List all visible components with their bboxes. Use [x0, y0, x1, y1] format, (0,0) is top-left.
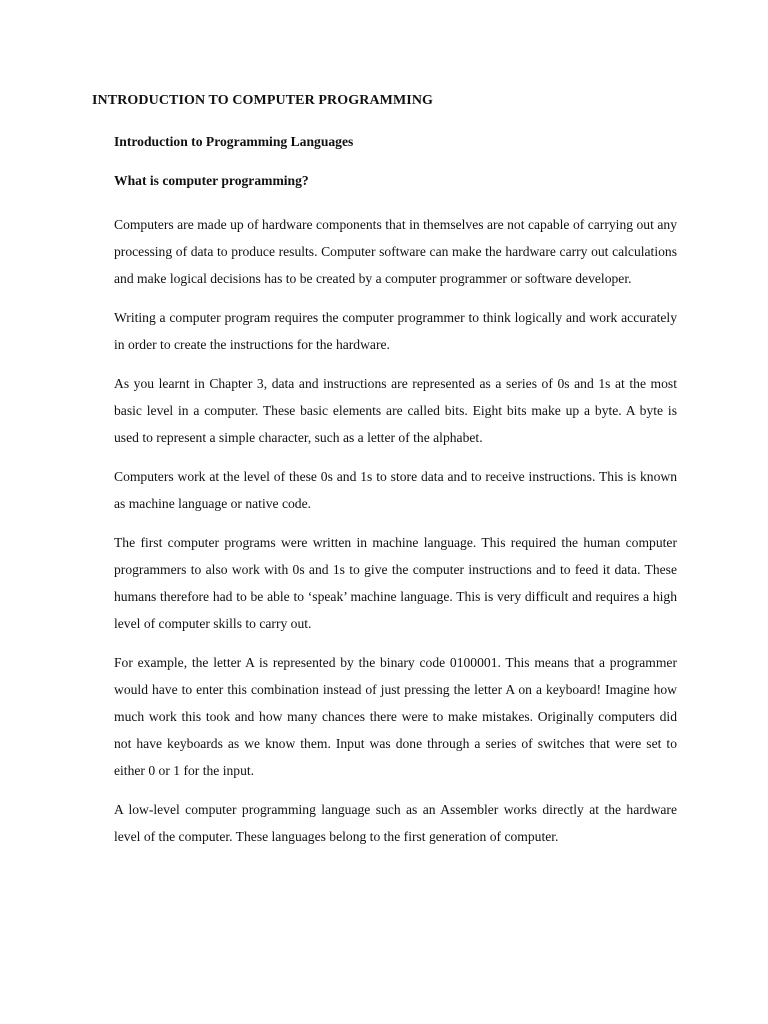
paragraph-3: As you learnt in Chapter 3, data and instructions are represented as a series of 0s and 1s at the most basic level in a computer. These basic elements are called bits. Eight bits make up a byte. A byte is used to represent a simple character, such as a letter of the alphabet.	[114, 376, 677, 445]
paragraph-4: Computers work at the level of these 0s and 1s to store data and to receive instructions. This is known as machine language or native code.	[114, 469, 677, 511]
paragraph-5: The first computer programs were written in machine language. This required the human computer programmers to also work with 0s and 1s to give the computer instructions and to feed it data. These humans therefore had to be able to ‘speak’ machine language. This is very difficult and requires a high level of computer skills to carry out.	[114, 535, 677, 631]
paragraph-2: Writing a computer program requires the computer programmer to think logically and work accurately in order to create the instructions for the hardware.	[114, 310, 677, 352]
paragraph-6: For example, the letter A is represented by the binary code 0100001. This means that a programmer would have to enter this combination instead of just pressing the letter A on a keyboard! Imagine how much work this took and how many chances there were to make mistakes. Originally computers did not have keyboards as we know them. Input was done through a series of switches that were set to either 0 or 1 for the input.	[114, 655, 677, 778]
paragraph-7: A low-level computer programming language such as an Assembler works directly at the hardware level of the computer. These languages belong to the first generation of computer.	[114, 802, 677, 844]
paragraph-1: Computers are made up of hardware components that in themselves are not capable of carrying out any processing of data to produce results. Computer software can make the hardware carry out calculations and make logical decisions has to be created by a computer programmer or software developer.	[114, 217, 677, 286]
subheading: What is computer programming?	[114, 173, 309, 188]
document-title: INTRODUCTION TO COMPUTER PROGRAMMING	[92, 93, 434, 108]
section-heading: Introduction to Programming Languages	[114, 134, 354, 149]
body-text	[0, 211, 768, 862]
